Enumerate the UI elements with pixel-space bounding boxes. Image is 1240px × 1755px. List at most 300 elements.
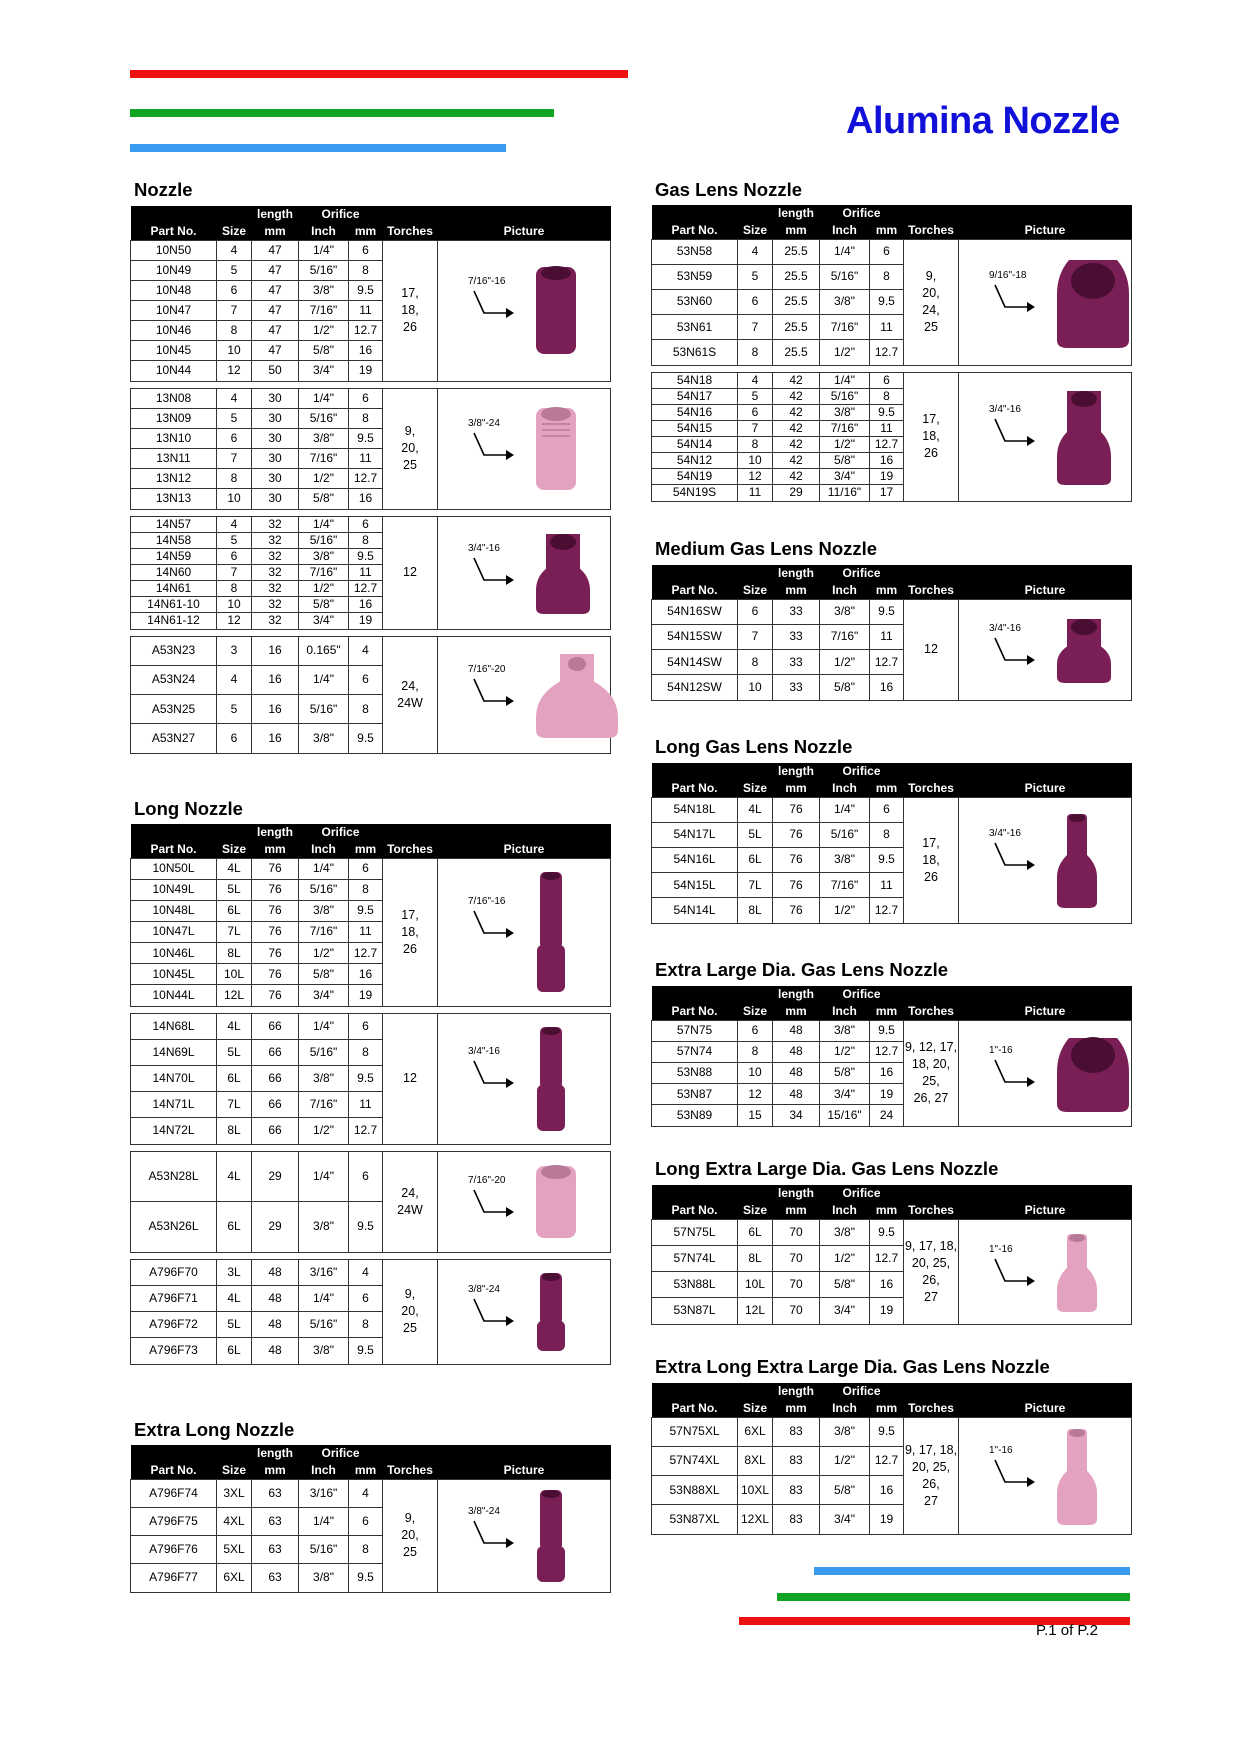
- header-blank: [652, 986, 738, 1002]
- header-part-no: Part No.: [652, 1201, 738, 1219]
- header-orifice: Orifice: [820, 205, 904, 221]
- cell-orifice-mm: 9.5: [349, 1338, 383, 1364]
- cell-size: 6: [217, 548, 252, 564]
- cell-size: 10L: [738, 1272, 773, 1298]
- cell-part-no: A796F74: [131, 1479, 217, 1507]
- header-orifice-mm: mm: [870, 581, 904, 599]
- cell-length-mm: 32: [252, 548, 299, 564]
- cell-orifice-mm: 11: [870, 315, 904, 340]
- cell-orifice-mm: 12.7: [349, 581, 383, 597]
- cell-size: 8L: [738, 1245, 773, 1271]
- cell-part-no: 10N47: [131, 300, 217, 320]
- cell-size: 6: [217, 280, 252, 300]
- header-blank: [904, 1185, 959, 1201]
- cell-length-mm: 70: [773, 1245, 820, 1271]
- table-row: [652, 1219, 1132, 1245]
- cell-length-mm: 42: [773, 453, 820, 469]
- header-blank: [217, 824, 252, 840]
- thread-label: 3/8"-24: [468, 1283, 500, 1295]
- cell-orifice-mm: 8: [349, 879, 383, 900]
- picture-area: [438, 1260, 610, 1364]
- cell-orifice-inch: 1/2": [299, 943, 349, 964]
- cell-orifice-inch: 7/16": [820, 624, 870, 649]
- cell-orifice-inch: 1/2": [299, 321, 349, 341]
- cell-size: 4: [217, 665, 252, 694]
- header-length: length: [773, 205, 820, 221]
- header-size: Size: [738, 1201, 773, 1219]
- cell-orifice-mm: 6: [349, 1013, 383, 1039]
- cell-orifice-mm: 12.7: [349, 1118, 383, 1144]
- cell-picture: [438, 1013, 611, 1144]
- cell-orifice-mm: 12.7: [349, 469, 383, 489]
- header-orifice-mm: mm: [349, 222, 383, 240]
- cell-part-no: 10N49: [131, 260, 217, 280]
- cell-size: 4: [738, 372, 773, 388]
- table-gas-lens-nozzle: [651, 205, 1132, 502]
- cell-part-no: 14N61-12: [131, 613, 217, 629]
- cell-length-mm: 30: [252, 388, 299, 408]
- header-length-mm: mm: [773, 221, 820, 239]
- cell-orifice-inch: 1/4": [820, 239, 870, 264]
- header-torches: Torches: [904, 1002, 959, 1020]
- cell-orifice-inch: 1/4": [299, 240, 349, 260]
- header-picture: Picture: [959, 1399, 1132, 1417]
- cell-orifice-inch: 3/8": [299, 280, 349, 300]
- header-blank: [383, 824, 438, 840]
- page-number: P.1 of P.2: [1036, 1622, 1099, 1639]
- cell-orifice-inch: 3/4": [820, 1298, 870, 1324]
- cell-orifice-mm: 16: [870, 1272, 904, 1298]
- cell-part-no: 54N16: [652, 404, 738, 420]
- cell-size: 8L: [738, 898, 773, 923]
- cell-part-no: 54N18L: [652, 797, 738, 822]
- nozzle-image: [1055, 387, 1113, 487]
- cell-size: 12: [738, 469, 773, 485]
- cell-size: 6XL: [217, 1564, 252, 1592]
- cell-size: 6: [738, 289, 773, 314]
- table-row: [131, 1259, 611, 1285]
- cell-orifice-inch: 1/2": [820, 1245, 870, 1271]
- cell-orifice-inch: 3/4": [299, 985, 349, 1006]
- cell-length-mm: 32: [252, 564, 299, 580]
- cell-picture: [438, 388, 611, 509]
- cell-length-mm: 42: [773, 469, 820, 485]
- cell-orifice-inch: 1/4": [299, 665, 349, 694]
- table-row: [131, 516, 611, 532]
- header-picture: Picture: [438, 1461, 611, 1479]
- cell-part-no: 10N48: [131, 280, 217, 300]
- cell-orifice-inch: 1/2": [299, 1118, 349, 1144]
- table-long-extra-large-dia-gas-lens-nozzle: [651, 1185, 1132, 1325]
- cell-length-mm: 70: [773, 1219, 820, 1245]
- cell-orifice-mm: 8: [349, 1536, 383, 1564]
- cell-length-mm: 76: [252, 879, 299, 900]
- header-blank: [217, 206, 252, 222]
- cell-orifice-mm: 12.7: [870, 1245, 904, 1271]
- cell-size: 6L: [738, 1219, 773, 1245]
- header-length: length: [252, 824, 299, 840]
- cell-length-mm: 47: [252, 341, 299, 361]
- header-inch: Inch: [299, 222, 349, 240]
- cell-length-mm: 76: [773, 822, 820, 847]
- thread-label: 7/16"-20: [468, 1174, 506, 1186]
- cell-length-mm: 83: [773, 1417, 820, 1446]
- cell-part-no: A796F77: [131, 1564, 217, 1592]
- header-torches: Torches: [904, 221, 959, 239]
- cell-size: 8: [738, 437, 773, 453]
- cell-part-no: 14N61: [131, 581, 217, 597]
- arrow-icon: [993, 283, 1037, 313]
- section-title-nozzle: Nozzle: [134, 179, 193, 200]
- cell-part-no: 13N08: [131, 388, 217, 408]
- cell-picture: [959, 372, 1132, 501]
- thread-label: 3/4"-16: [468, 1045, 500, 1057]
- header-length-mm: mm: [252, 840, 299, 858]
- arrow-icon: [993, 841, 1037, 871]
- cell-orifice-mm: 19: [349, 613, 383, 629]
- cell-part-no: 14N72L: [131, 1118, 217, 1144]
- cell-orifice-mm: 9.5: [349, 280, 383, 300]
- cell-size: 3L: [217, 1259, 252, 1285]
- cell-orifice-mm: 17: [870, 485, 904, 501]
- cell-orifice-mm: 11: [349, 448, 383, 468]
- cell-size: 6: [738, 599, 773, 624]
- nozzle-image: [1055, 810, 1099, 910]
- cell-size: 4: [217, 240, 252, 260]
- nozzle-image: [1055, 1425, 1099, 1527]
- cell-part-no: A796F72: [131, 1312, 217, 1338]
- thread-label: 7/16"-20: [468, 664, 506, 676]
- header-part-no: Part No.: [652, 779, 738, 797]
- cell-picture: [438, 1479, 611, 1592]
- cell-orifice-mm: 12.7: [349, 943, 383, 964]
- header-inch: Inch: [299, 840, 349, 858]
- cell-length-mm: 50: [252, 361, 299, 381]
- cell-size: 6L: [217, 1065, 252, 1091]
- cell-length-mm: 42: [773, 437, 820, 453]
- cell-orifice-inch: 5/16": [299, 260, 349, 280]
- header-orifice: Orifice: [820, 986, 904, 1002]
- arrow-icon: [993, 1058, 1037, 1088]
- table-row: [131, 1479, 611, 1507]
- cell-length-mm: 29: [252, 1151, 299, 1202]
- cell-part-no: 14N71L: [131, 1092, 217, 1118]
- cell-orifice-inch: 1/2": [820, 1446, 870, 1475]
- header-length: length: [773, 986, 820, 1002]
- table-medium-gas-lens-nozzle: [651, 565, 1132, 701]
- cell-length-mm: 16: [252, 665, 299, 694]
- cell-part-no: 10N44L: [131, 985, 217, 1006]
- cell-picture: [438, 1259, 611, 1364]
- cell-orifice-mm: 4: [349, 1259, 383, 1285]
- cell-orifice-inch: 1/4": [299, 1151, 349, 1202]
- thread-label: 3/8"-24: [468, 417, 500, 429]
- cell-orifice-inch: 1/2": [820, 340, 870, 365]
- cell-picture: [438, 636, 611, 753]
- cell-orifice-inch: 7/16": [299, 1092, 349, 1118]
- cell-part-no: A796F70: [131, 1259, 217, 1285]
- cell-size: 5: [738, 388, 773, 404]
- cell-part-no: 53N88L: [652, 1272, 738, 1298]
- cell-part-no: A53N27: [131, 724, 217, 753]
- cell-orifice-mm: 9.5: [870, 599, 904, 624]
- cell-size: 7: [217, 564, 252, 580]
- cell-orifice-mm: 9.5: [349, 724, 383, 753]
- header-picture: Picture: [959, 1002, 1132, 1020]
- cell-orifice-inch: 3/8": [820, 847, 870, 872]
- cell-length-mm: 76: [773, 873, 820, 898]
- header-part-no: Part No.: [131, 840, 217, 858]
- table-row: [131, 858, 611, 879]
- header-blank: [652, 1383, 738, 1399]
- header-orifice-mm: mm: [870, 1002, 904, 1020]
- cell-orifice-mm: 6: [870, 797, 904, 822]
- cell-orifice-inch: 3/4": [820, 1505, 870, 1534]
- header-blank: [904, 1383, 959, 1399]
- table-row: [131, 1151, 611, 1202]
- cell-orifice-mm: 16: [349, 489, 383, 509]
- cell-size: 12L: [217, 985, 252, 1006]
- cell-orifice-inch: 3/8": [299, 428, 349, 448]
- header-inch: Inch: [820, 1201, 870, 1219]
- header-orifice: Orifice: [820, 1185, 904, 1201]
- bottom-blue-bar: [814, 1567, 1130, 1575]
- cell-size: 5: [738, 264, 773, 289]
- cell-orifice-mm: 9.5: [349, 1065, 383, 1091]
- cell-orifice-mm: 19: [870, 1084, 904, 1105]
- header-blank: [959, 205, 1132, 221]
- cell-orifice-inch: 3/8": [299, 900, 349, 921]
- cell-length-mm: 30: [252, 469, 299, 489]
- cell-picture: [959, 239, 1132, 365]
- page-title: Alumina Nozzle: [846, 100, 1120, 142]
- cell-length-mm: 42: [773, 372, 820, 388]
- header-orifice: Orifice: [299, 1445, 383, 1461]
- cell-length-mm: 48: [773, 1020, 820, 1041]
- picture-area: [959, 600, 1131, 700]
- header-blank: [652, 205, 738, 221]
- cell-length-mm: 47: [252, 300, 299, 320]
- cell-orifice-mm: 6: [349, 665, 383, 694]
- cell-part-no: 54N16SW: [652, 599, 738, 624]
- cell-orifice-inch: 1/2": [820, 1041, 870, 1062]
- cell-part-no: 53N89: [652, 1105, 738, 1126]
- cell-orifice-inch: 1/2": [820, 898, 870, 923]
- cell-part-no: 14N59: [131, 548, 217, 564]
- thread-label: 9/16"-18: [989, 270, 1027, 281]
- header-orifice: Orifice: [820, 1383, 904, 1399]
- header-length-mm: mm: [773, 1002, 820, 1020]
- header-torches: Torches: [904, 581, 959, 599]
- cell-part-no: 13N09: [131, 408, 217, 428]
- section-title-long-xl-gas-lens-nozzle: Long Extra Large Dia. Gas Lens Nozzle: [655, 1158, 999, 1179]
- cell-size: 4: [738, 239, 773, 264]
- cell-part-no: 10N50: [131, 240, 217, 260]
- cell-part-no: 13N10: [131, 428, 217, 448]
- cell-part-no: 53N87: [652, 1084, 738, 1105]
- header-blank: [959, 986, 1132, 1002]
- cell-orifice-inch: 3/4": [299, 361, 349, 381]
- header-blank: [904, 205, 959, 221]
- header-blank: [738, 565, 773, 581]
- cell-part-no: 10N45L: [131, 964, 217, 985]
- table-row: [652, 797, 1132, 822]
- header-blank: [904, 763, 959, 779]
- cell-size: 12: [217, 361, 252, 381]
- cell-orifice-inch: 7/16": [299, 921, 349, 942]
- cell-size: 5: [217, 532, 252, 548]
- cell-length-mm: 25.5: [773, 289, 820, 314]
- cell-size: 7: [738, 420, 773, 436]
- header-blank: [959, 763, 1132, 779]
- cell-size: 12: [738, 1084, 773, 1105]
- cell-size: 6L: [217, 1338, 252, 1364]
- header-part-no: Part No.: [131, 222, 217, 240]
- cell-part-no: A796F73: [131, 1338, 217, 1364]
- section-title-gas-lens-nozzle: Gas Lens Nozzle: [655, 179, 803, 200]
- header-size: Size: [217, 222, 252, 240]
- table-row: [131, 1013, 611, 1039]
- thread-label: 3/4"-16: [468, 543, 500, 555]
- cell-part-no: 53N87XL: [652, 1505, 738, 1534]
- header-part-no: Part No.: [652, 1399, 738, 1417]
- table-extra-long-extra-large-dia-gas-lens-nozzle: [651, 1383, 1132, 1535]
- cell-orifice-mm: 12.7: [870, 898, 904, 923]
- cell-part-no: A796F71: [131, 1285, 217, 1311]
- cell-part-no: 54N12SW: [652, 675, 738, 700]
- cell-part-no: A796F75: [131, 1507, 217, 1535]
- cell-size: 4: [217, 516, 252, 532]
- table-extra-long-nozzle: [130, 1445, 611, 1593]
- cell-length-mm: 76: [252, 964, 299, 985]
- cell-size: 5XL: [217, 1536, 252, 1564]
- header-orifice: Orifice: [299, 824, 383, 840]
- cell-length-mm: 83: [773, 1476, 820, 1505]
- cell-part-no: 54N17L: [652, 822, 738, 847]
- header-length-mm: mm: [773, 581, 820, 599]
- header-blank: [738, 1383, 773, 1399]
- header-blank: [383, 206, 438, 222]
- table-long-nozzle: [130, 824, 611, 1365]
- cell-size: 8: [217, 321, 252, 341]
- thread-label: 7/16"-16: [468, 275, 506, 287]
- cell-part-no: 10N48L: [131, 900, 217, 921]
- cell-part-no: A53N24: [131, 665, 217, 694]
- cell-part-no: 57N74XL: [652, 1446, 738, 1475]
- cell-length-mm: 32: [252, 581, 299, 597]
- picture-area: [438, 241, 610, 381]
- cell-orifice-mm: 9.5: [349, 900, 383, 921]
- header-blank: [738, 1185, 773, 1201]
- cell-orifice-mm: 16: [870, 675, 904, 700]
- cell-orifice-inch: 5/8": [820, 1272, 870, 1298]
- header-blank: [652, 565, 738, 581]
- cell-orifice-mm: 9.5: [870, 847, 904, 872]
- nozzle-image: [534, 404, 578, 494]
- cell-part-no: 10N44: [131, 361, 217, 381]
- cell-torches: 9, 20, 25: [383, 388, 438, 509]
- bottom-green-bar: [777, 1593, 1130, 1601]
- cell-length-mm: 16: [252, 695, 299, 724]
- nozzle-image: [1055, 1230, 1099, 1314]
- table-nozzle: [130, 206, 611, 754]
- header-torches: Torches: [904, 1399, 959, 1417]
- cell-length-mm: 30: [252, 408, 299, 428]
- cell-orifice-mm: 6: [870, 239, 904, 264]
- header-length: length: [773, 565, 820, 581]
- cell-orifice-mm: 19: [870, 1505, 904, 1534]
- cell-orifice-mm: 16: [870, 1062, 904, 1083]
- cell-torches: 9, 20, 25: [383, 1259, 438, 1364]
- cell-orifice-inch: 3/4": [299, 613, 349, 629]
- cell-torches: 17, 18, 26: [383, 240, 438, 381]
- cell-part-no: 53N88: [652, 1062, 738, 1083]
- cell-orifice-mm: 16: [870, 1476, 904, 1505]
- picture-area: [959, 240, 1131, 365]
- arrow-icon: [472, 1297, 516, 1327]
- cell-part-no: 10N50L: [131, 858, 217, 879]
- cell-orifice-mm: 19: [349, 985, 383, 1006]
- cell-picture: [438, 240, 611, 381]
- cell-orifice-inch: 3/8": [299, 1065, 349, 1091]
- cell-length-mm: 33: [773, 650, 820, 675]
- cell-length-mm: 30: [252, 448, 299, 468]
- header-picture: Picture: [959, 779, 1132, 797]
- cell-size: 7L: [217, 921, 252, 942]
- cell-orifice-mm: 11: [870, 420, 904, 436]
- header-orifice: Orifice: [299, 206, 383, 222]
- cell-part-no: 13N11: [131, 448, 217, 468]
- cell-orifice-mm: 19: [870, 1298, 904, 1324]
- cell-part-no: 54N15: [652, 420, 738, 436]
- cell-length-mm: 16: [252, 636, 299, 665]
- cell-part-no: 54N17: [652, 388, 738, 404]
- cell-length-mm: 32: [252, 613, 299, 629]
- cell-length-mm: 76: [773, 847, 820, 872]
- header-length-mm: mm: [773, 1201, 820, 1219]
- cell-orifice-inch: 5/16": [820, 264, 870, 289]
- cell-length-mm: 47: [252, 321, 299, 341]
- cell-picture: [438, 516, 611, 629]
- cell-part-no: 13N12: [131, 469, 217, 489]
- arrow-icon: [472, 677, 516, 707]
- cell-orifice-inch: 7/16": [299, 300, 349, 320]
- cell-part-no: 57N75: [652, 1020, 738, 1041]
- cell-length-mm: 66: [252, 1118, 299, 1144]
- header-orifice-mm: mm: [870, 1399, 904, 1417]
- cell-length-mm: 66: [252, 1013, 299, 1039]
- header-orifice: Orifice: [820, 565, 904, 581]
- header-blank: [738, 986, 773, 1002]
- cell-orifice-mm: 11: [349, 921, 383, 942]
- picture-area: [959, 1418, 1131, 1534]
- cell-length-mm: 25.5: [773, 315, 820, 340]
- nozzle-image: [534, 1162, 578, 1242]
- cell-orifice-mm: 6: [349, 1507, 383, 1535]
- cell-size: 8: [738, 650, 773, 675]
- cell-part-no: 10N45: [131, 341, 217, 361]
- top-red-bar: [130, 70, 628, 78]
- cell-orifice-inch: 3/8": [299, 1338, 349, 1364]
- cell-part-no: 54N18: [652, 372, 738, 388]
- cell-orifice-inch: 3/8": [820, 404, 870, 420]
- cell-length-mm: 16: [252, 724, 299, 753]
- cell-part-no: 54N14L: [652, 898, 738, 923]
- cell-size: 4XL: [217, 1507, 252, 1535]
- cell-size: 4L: [217, 1013, 252, 1039]
- cell-length-mm: 34: [773, 1105, 820, 1126]
- table-row: [652, 239, 1132, 264]
